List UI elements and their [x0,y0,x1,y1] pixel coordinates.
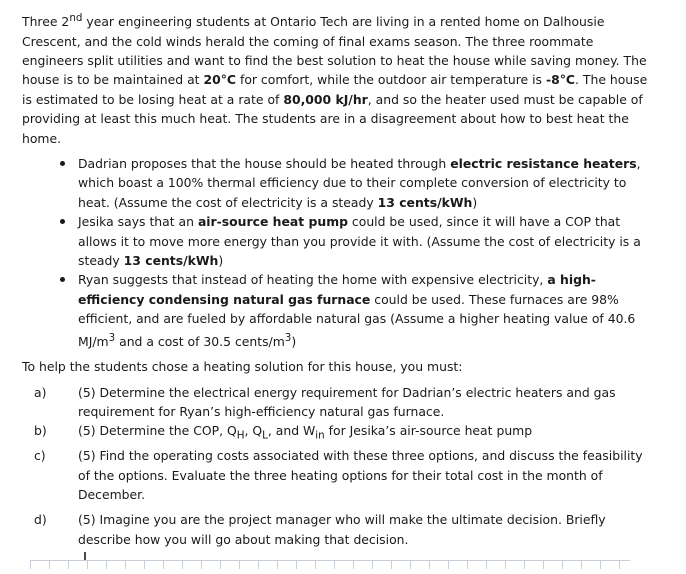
intro-text-5: , and so the heater used must be capable of providing at least this much heat. The students are in a disagreement about how to best heat the home. [22,91,643,146]
task-lead-text: To help the students chose a heating solution for this house, you must: [22,359,463,375]
bullet-item-dadrian [22,154,652,212]
bullet-text: ) [291,333,297,349]
task-text: , Q [244,423,263,439]
bullet-text: ) [218,253,224,268]
electricity-cost: 13 cents/kWh [377,194,473,210]
task-marker: d) [34,512,47,528]
intro-paragraph [22,9,652,148]
task-text: , and W [267,423,316,439]
bullet-item-ryan [22,270,652,351]
bullet-text: could be used. These furnaces are 98% efficient, and are fueled by affordable natural gas (Assume a higher heating value of 40.6 MJ/m [78,291,636,349]
options-bullet-list [22,154,652,351]
task-text: (5) Find the operating costs associated with these three options, and discuss the feasibility of the options. Evaluate the three heating options for their total cost in the month of December. [78,448,643,503]
bullet-dot-icon [60,219,65,224]
outdoor-temperature: -8°C [545,72,576,88]
subscript: H [236,429,245,442]
indoor-temperature: 20°C [203,72,237,88]
ruler-ticks [30,560,630,569]
bullet-text: , which boast a 100% thermal efficiency due to their complete conversion of electricity to heat. (Assume the cost of electricity is a steady [78,155,641,210]
bullet-bold-text: electric resistance heaters [450,155,637,171]
bullet-item-jesika [22,212,652,270]
subscript: L [262,429,268,442]
task-item-c [22,446,652,504]
bullet-text: ) [472,194,478,210]
bullet-text: could be used, since it will have a COP that allows it to move more energy than you provide it with. (Assume the cost of electricity is a steady [78,214,641,268]
task-text: (5) Determine the COP, Q [78,423,237,439]
task-marker: b) [34,423,47,439]
subscript: in [315,429,325,442]
task-text: (5) Imagine you are the project manager who will make the ultimate decision. Briefly describe how you will go about making that decision. [78,512,606,547]
intro-text-2: year engineering students at Ontario Tech are living in a rented home on Dalhousie Crescent, and the cold winds herald the coming of final exams season. The three roommate engineers split utilities and want to find the best solution to heat the house while saving money. The house is to be maintained at [22,14,647,88]
bullet-bold-text: air-source heat pump [197,214,348,230]
task-text: for Jesika’s air-source heat pump [324,423,533,439]
bullet-text: Jesika says that an [78,214,198,230]
task-item-b [22,421,652,446]
intro-text-1: Three 2 [22,14,70,30]
cursor-caret [84,552,86,560]
bullet-text: Ryan suggests that instead of heating the home with expensive electricity, [78,272,548,288]
bullet-dot-icon [60,161,65,166]
task-marker: c) [34,448,46,464]
document-page [22,9,652,549]
electricity-cost: 13 cents/kWh [123,253,219,268]
bullet-text: Dadrian proposes that the house should be heated through [78,155,451,171]
ordinal-superscript: nd [69,12,83,24]
task-text: (5) Determine the electrical energy requirement for Dadrian’s electric heaters and gas requirement for Ryan’s high-efficiency natural gas furnace. [78,384,616,419]
intro-text-3: for comfort, while the outdoor air temperature is [236,72,546,88]
bullet-dot-icon [60,277,65,282]
task-item-d [22,510,652,549]
superscript: 3 [284,331,292,344]
bullet-text: and a cost of 30.5 cents/m [115,333,285,349]
intro-text-4: . The house is estimated to be losing heat at a rate of [22,72,648,107]
task-item-a [22,383,652,422]
superscript: 3 [108,331,116,344]
task-list [22,383,652,550]
heat-loss-rate: 80,000 kJ/hr [283,91,368,107]
task-marker: a) [34,384,47,400]
bullet-bold-text: a high-efficiency condensing natural gas furnace [78,272,596,307]
